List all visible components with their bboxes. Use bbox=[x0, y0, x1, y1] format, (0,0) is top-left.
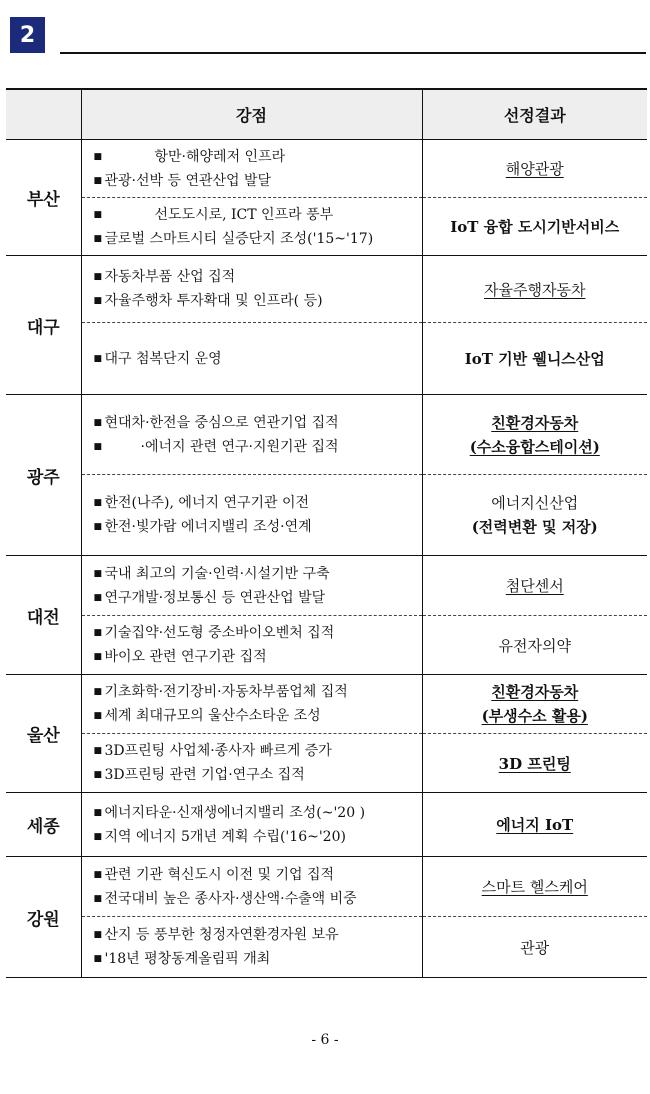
result-cell: 에너지신산업 (전력변환 및 저장) bbox=[422, 475, 647, 556]
result-cell: 3D 프린팅 bbox=[422, 734, 647, 793]
table-row bbox=[6, 917, 647, 978]
bullet-icon: ■ bbox=[93, 522, 103, 532]
table-row bbox=[6, 256, 647, 323]
table-row bbox=[6, 140, 647, 198]
result-cell: 친환경자동차 (부생수소 활용) bbox=[422, 675, 647, 734]
list-item: ■ 대구 첨복단지 운영 bbox=[94, 347, 422, 371]
list-item: ■ 연구개발·정보통신 등 연관산업 발달 bbox=[94, 586, 422, 610]
bullet-icon: ■ bbox=[93, 930, 103, 940]
strength-cell bbox=[81, 140, 422, 198]
result-cell: 관광 bbox=[422, 917, 647, 978]
strength-cell bbox=[81, 675, 422, 734]
bullet-icon: ■ bbox=[93, 954, 103, 964]
list-item: ■ 세계 최대규모의 울산수소타운 조성 bbox=[94, 704, 422, 728]
strength-cell bbox=[81, 256, 422, 323]
bullet-icon: ■ bbox=[93, 628, 103, 638]
bullet-icon: ■ bbox=[93, 831, 103, 842]
strength-cell bbox=[81, 917, 422, 978]
strength-cell bbox=[81, 616, 422, 675]
bullet-icon: ■ bbox=[93, 296, 103, 306]
strength-selection-table bbox=[6, 88, 647, 978]
list-item: ■ 글로벌 스마트시티 실증단지 조성('15~'17) bbox=[94, 227, 422, 251]
list-item: ■ ·에너지 관련 연구·지원기관 집적 bbox=[94, 435, 422, 459]
bullet-icon: ■ bbox=[93, 746, 103, 756]
page-number: - 6 - bbox=[311, 1032, 339, 1048]
strength-cell bbox=[81, 793, 422, 857]
list-item: ■ 산지 등 풍부한 청정자연환경자원 보유 bbox=[94, 923, 422, 947]
bullet-icon: ■ bbox=[93, 893, 103, 904]
bullet-icon: ■ bbox=[93, 687, 103, 697]
result-cell: 에너지 IoT bbox=[422, 793, 647, 857]
result-cell: 해양관광 bbox=[422, 140, 647, 198]
region-gwangju: 광주 bbox=[6, 395, 81, 556]
region-ulsan: 울산 bbox=[6, 675, 81, 793]
list-item: ■ '18년 평창동계올림픽 개최 bbox=[94, 947, 422, 971]
region-daegu: 대구 bbox=[6, 256, 81, 395]
list-item: ■ 지역 에너지 5개년 계획 수립('16~'20) bbox=[94, 825, 422, 849]
list-item: ■ 자동차부품 산업 집적 bbox=[94, 265, 422, 289]
region-gangwon: 강원 bbox=[6, 857, 81, 978]
result-cell: 자율주행자동차 bbox=[422, 256, 647, 323]
bullet-icon: ■ bbox=[93, 209, 103, 220]
list-item: ■ 바이오 관련 연구기관 집적 bbox=[94, 645, 422, 669]
table-row bbox=[6, 734, 647, 793]
bullet-icon: ■ bbox=[93, 652, 103, 662]
list-item: ■ 자율주행차 투자확대 및 인프라( 등) bbox=[94, 289, 422, 313]
list-item: ■ 현대차·한전을 중심으로 연관기업 집적 bbox=[94, 411, 422, 435]
strength-cell bbox=[81, 395, 422, 475]
list-item: ■ 관련 기관 혁신도시 이전 및 기업 집적 bbox=[94, 863, 422, 887]
strength-cell bbox=[81, 734, 422, 793]
bullet-icon: ■ bbox=[93, 770, 103, 780]
list-item: ■ 국내 최고의 기술·인력·시설기반 구축 bbox=[94, 562, 422, 586]
list-item: ■ 기술집약·선도형 중소바이오벤처 집적 bbox=[94, 621, 422, 645]
bullet-icon: ■ bbox=[93, 869, 103, 880]
strength-cell bbox=[81, 198, 422, 256]
bullet-icon: ■ bbox=[93, 711, 103, 721]
table-row bbox=[6, 556, 647, 616]
result-cell: 스마트 헬스케어 bbox=[422, 857, 647, 917]
bullet-icon: ■ bbox=[93, 441, 103, 452]
strength-cell bbox=[81, 857, 422, 917]
bullet-icon: ■ bbox=[93, 353, 103, 364]
region-sejong: 세종 bbox=[6, 793, 81, 857]
bullet-icon: ■ bbox=[93, 568, 103, 579]
result-cell: IoT 기반 웰니스산업 bbox=[422, 323, 647, 395]
bullet-icon: ■ bbox=[93, 233, 103, 244]
region-busan: 부산 bbox=[6, 140, 81, 256]
header-result: 선정결과 bbox=[422, 89, 647, 140]
table-row bbox=[6, 395, 647, 475]
table-row bbox=[6, 616, 647, 675]
bullet-icon: ■ bbox=[93, 175, 103, 186]
table-header-row bbox=[6, 89, 647, 140]
list-item: ■ 기초화학·전기장비·자동차부품업체 집적 bbox=[94, 680, 422, 704]
table-row bbox=[6, 857, 647, 917]
list-item: ■ 항만·해양레저 인프라 bbox=[94, 145, 422, 169]
list-item: ■ 전국대비 높은 종사자·생산액·수출액 비중 bbox=[94, 887, 422, 911]
table-row bbox=[6, 793, 647, 857]
section-number-badge bbox=[10, 17, 45, 53]
result-cell: 친환경자동차 (수소융합스테이션) bbox=[422, 395, 647, 475]
result-cell: 첨단센서 bbox=[422, 556, 647, 616]
header-strength: 강점 bbox=[81, 89, 422, 140]
header-region-cell bbox=[6, 89, 81, 140]
strength-cell bbox=[81, 475, 422, 556]
table-row bbox=[6, 475, 647, 556]
bullet-icon: ■ bbox=[93, 592, 103, 603]
list-item: ■ 한전·빛가람 에너지밸리 조성·연계 bbox=[94, 515, 422, 539]
strength-cell bbox=[81, 323, 422, 395]
section-title-rule bbox=[60, 52, 646, 54]
strength-cell bbox=[81, 556, 422, 616]
list-item: ■ 3D프린팅 사업체·종사자 빠르게 증가 bbox=[94, 739, 422, 763]
list-item: ■ 에너지타운·신재생에너지밸리 조성(~'20 ) bbox=[94, 801, 422, 825]
bullet-icon: ■ bbox=[93, 807, 103, 818]
result-cell: 유전자의약 bbox=[422, 616, 647, 675]
bullet-icon: ■ bbox=[93, 272, 103, 282]
section-number: 2 bbox=[19, 22, 36, 48]
bullet-icon: ■ bbox=[93, 151, 103, 162]
table-row bbox=[6, 323, 647, 395]
table-row bbox=[6, 675, 647, 734]
list-item: ■ 3D프린팅 관련 기업·연구소 집적 bbox=[94, 763, 422, 787]
table-row bbox=[6, 198, 647, 256]
list-item: ■ 선도도시로, ICT 인프라 풍부 bbox=[94, 203, 422, 227]
bullet-icon: ■ bbox=[93, 417, 103, 428]
bullet-icon: ■ bbox=[93, 498, 103, 508]
list-item: ■ 한전(나주), 에너지 연구기관 이전 bbox=[94, 491, 422, 515]
list-item: ■ 관광·선박 등 연관산업 발달 bbox=[94, 169, 422, 193]
result-cell: IoT 융합 도시기반서비스 bbox=[422, 198, 647, 256]
region-daejeon: 대전 bbox=[6, 556, 81, 675]
